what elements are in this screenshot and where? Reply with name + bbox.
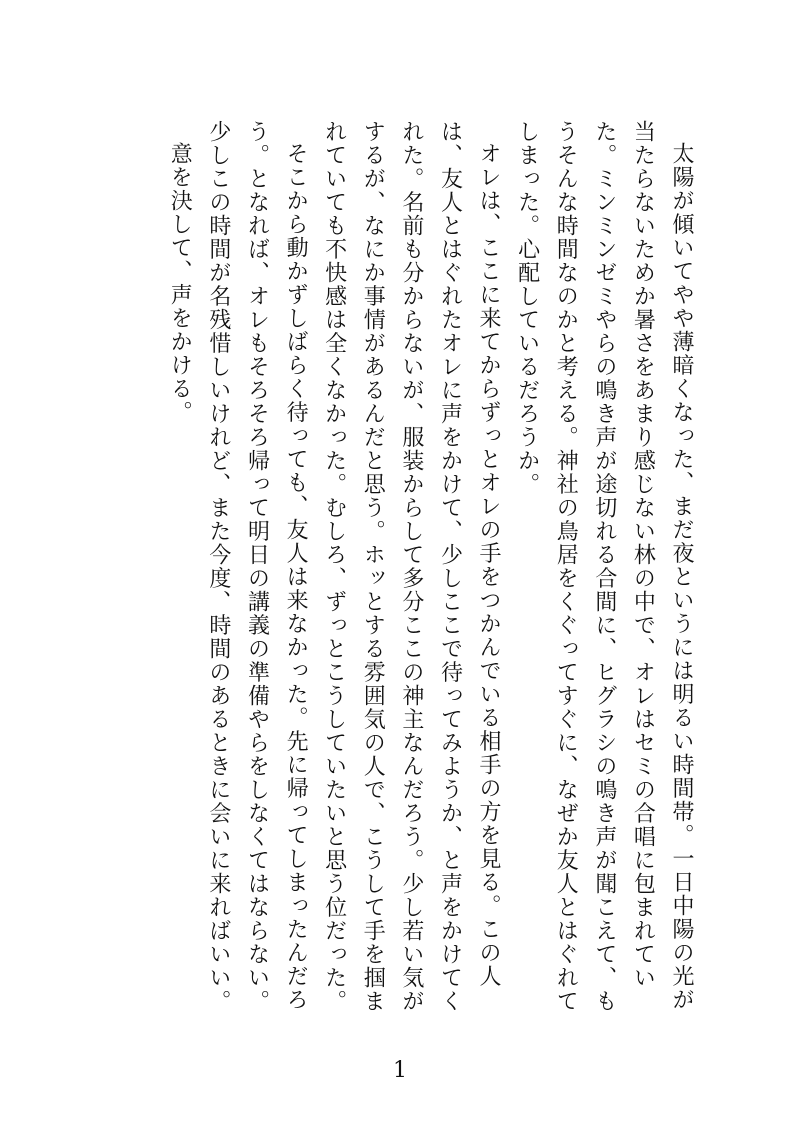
paragraph-1: 太陽が傾いてやや薄暗くなった、まだ夜というには明るい時間帯。一日中陽の光が当たらないためか暑さをあまり感じない林の中で、オレはセミの合唱に包まれていた。ミンミンゼミやらの鳴き声が途切れる合間に、ヒグラシの鳴き声が聞こえて、もうそんな時間なのかと考える。神社の鳥居をくぐってすぐに、なぜか友人とはぐれてしまった。心配しているだろうか。: [514, 120, 694, 1013]
paragraph-2: オレは、ここに来てからずっとオレの手をつかんでいる相手の方を見る。この人は、友人とはぐれたオレに声をかけて、少しここで待ってみようか、と声をかけてくれた。名前も分からないが、服装からして多分ここの神主なんだろう。少し若い気がするが、なにか事情があるんだと思う。ホッとする雰囲気の人で、こうして手を掴まれていても不快感は全くなかった。むしろ、ずっとこうしていたいと思う位だった。: [321, 120, 502, 1013]
page-number: 1: [393, 1058, 407, 1083]
paragraph-3: そこから動かずしばらく待っても、友人は来なかった。先に帰ってしまったんだろう。となれば、オレもそろそろ帰って明日の講義の準備やらをしなくてはならない。少しこの時間が名残惜しいけれど、また今度、時間のあるときに会いに来ればいい。: [205, 120, 309, 1013]
paragraph-4: 意を決して、声をかける。: [167, 142, 193, 424]
body-text: [90, 120, 700, 1030]
